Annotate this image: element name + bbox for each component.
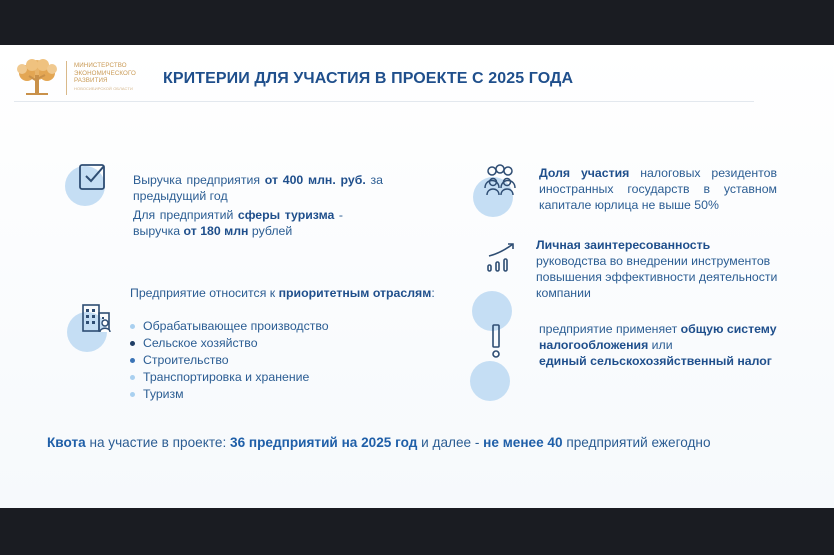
list-item: Туризм [130, 386, 329, 403]
foreign-share-criterion: Доля участия налоговых резидентов иностранных государств в уставном капитале юрлица не выше 50% [539, 166, 777, 212]
tree-logo-icon [14, 57, 60, 97]
quota-statement: Квота на участие в проекте: 36 предприятий на 2025 год и далее - не менее 40 предприятий ежегодно [47, 435, 711, 450]
bullet-dot [130, 341, 135, 346]
growth-chart-icon [485, 242, 517, 274]
bullet-dot [130, 358, 135, 363]
ministry-logo [14, 57, 154, 97]
icon-circle-tax [470, 361, 510, 401]
revenue-criterion-1: Выручка предприятия от 400 млн. руб. за предыдущий год [133, 173, 383, 203]
people-group-icon [482, 164, 518, 196]
tax-criterion: предприятие применяет общую систему налогообложения или единый сельскохозяйственный налог [539, 322, 777, 368]
exclamation-icon [490, 324, 502, 360]
list-item: Транспортировка и хранение [130, 369, 329, 386]
slide-title: КРИТЕРИИ ДЛЯ УЧАСТИЯ В ПРОЕКТЕ С 2025 ГОДА [163, 70, 574, 87]
presentation-slide [0, 45, 834, 508]
industries-intro: Предприятие относится к приоритетным отраслям: [130, 286, 435, 300]
header-divider [14, 101, 754, 102]
list-item: Обрабатывающее производство [130, 318, 329, 335]
bullet-dot [130, 375, 135, 380]
industries-list [130, 318, 329, 403]
management-criterion: Личная заинтересованность руководства во внедрении инструментов повышения эффективности деятельности компании [536, 238, 778, 300]
bullet-dot [130, 324, 135, 329]
logo-text: МИНИСТЕРСТВО ЭКОНОМИЧЕСКОГО РАЗВИТИЯ НОВОСИБИРСКОЙ ОБЛАСТИ [74, 62, 136, 91]
bullet-dot [130, 392, 135, 397]
checkbox-check-icon [77, 160, 109, 192]
logo-separator [66, 61, 67, 95]
office-building-icon [80, 301, 114, 335]
list-item: Сельское хозяйство [130, 335, 329, 352]
revenue-criterion-2: Для предприятий сферы туризма - выручка от 180 млн рублей [133, 208, 343, 238]
list-item: Строительство [130, 352, 329, 369]
